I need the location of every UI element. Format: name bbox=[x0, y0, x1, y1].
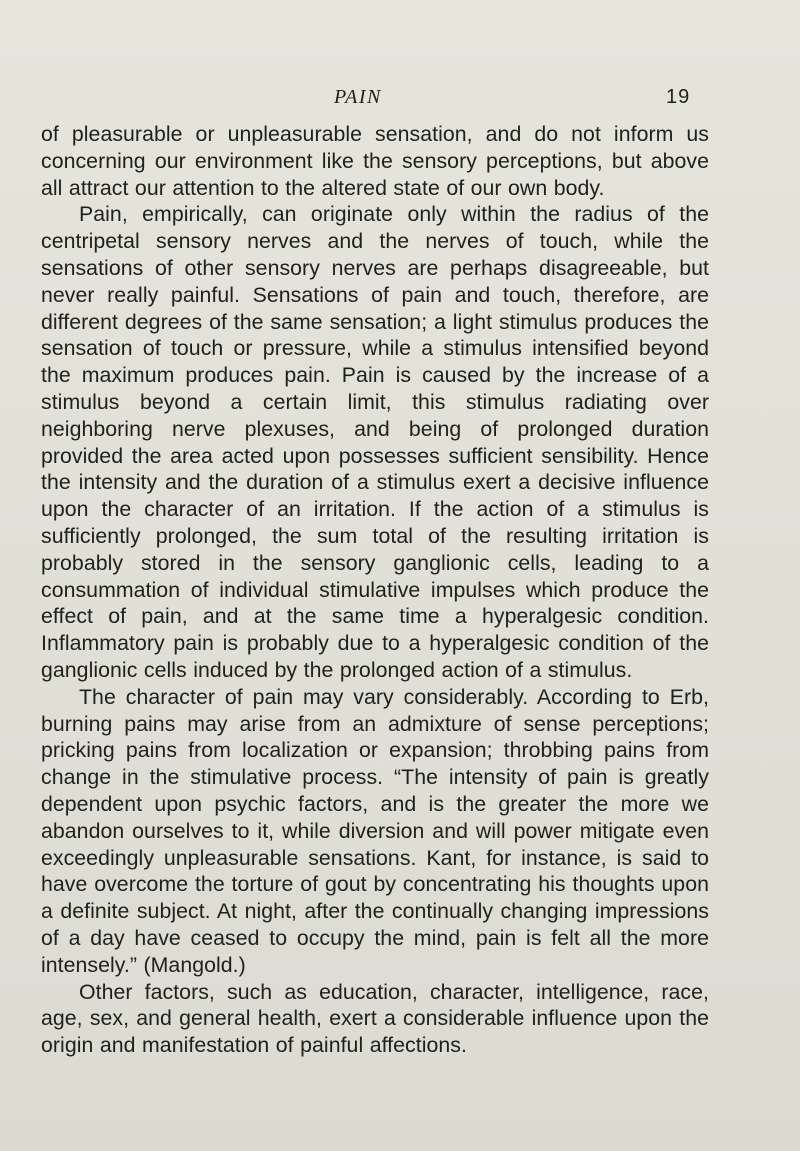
paragraph-pain-character: The character of pain may vary considerably. According to Erb, burning pains may arise from an admixture of sense perceptions; pricking pains from localization or expansion; throbbing pains from change in the stimulative process. “The intensity of pain is greatly dependent upon psychic factors, and is the greater the more we abandon ourselves to it, while diversion and will power mitigate even exceedingly unpleasurable sensations. Kant, for instance, is said to have overcome the torture of gout by concentrating his thoughts upon a definite subject. At night, after the continually changing impressions of a day have ceased to occupy the mind, pain is felt all the more intensely.” (Mangold.) bbox=[41, 684, 709, 977]
running-head bbox=[0, 86, 800, 112]
page-number: 19 bbox=[666, 86, 691, 108]
paragraph-continuation: of pleasurable or unpleasurable sensation, and do not inform us concerning our environment like the sensory perceptions, but above all attract our attention to the altered state of our own body. bbox=[41, 122, 709, 200]
paragraph-other-factors: Other factors, such as education, character, intelligence, race, age, sex, and general health, exert a considerable influence upon the origin and manifestation of painful affections. bbox=[41, 979, 709, 1058]
body-text bbox=[41, 121, 709, 1059]
paragraph-pain-origin: Pain, empirically, can originate only within the radius of the centripetal sensory nerves and the nerves of touch, while the sensations of other sensory nerves are perhaps disagreeable, but never really painful. Sensations of pain and touch, therefore, are different degrees of the same sensation; a light stimulus produces the sensation of touch or pressure, while a stimulus intensified beyond the maximum produces pain. Pain is caused by the increase of a stimulus beyond a certain limit, this stimulus radiating over neighboring nerve plexuses, and being of prolonged duration provided the area acted upon possesses sufficient sensibility. Hence the intensity and the duration of a stimulus exert a decisive influence upon the character of an irritation. If the action of a stimulus is sufficiently prolonged, the sum total of the resulting irritation is probably stored in the sensory ganglionic cells, leading to a consummation of individual stimulative impulses which produce the effect of pain, and at the same time a hyperalgesic condition. Inflammatory pain is probably due to a hyperalgesic condition of the ganglionic cells induced by the prolonged action of a stimulus. bbox=[41, 202, 709, 682]
running-title: PAIN bbox=[334, 86, 382, 108]
